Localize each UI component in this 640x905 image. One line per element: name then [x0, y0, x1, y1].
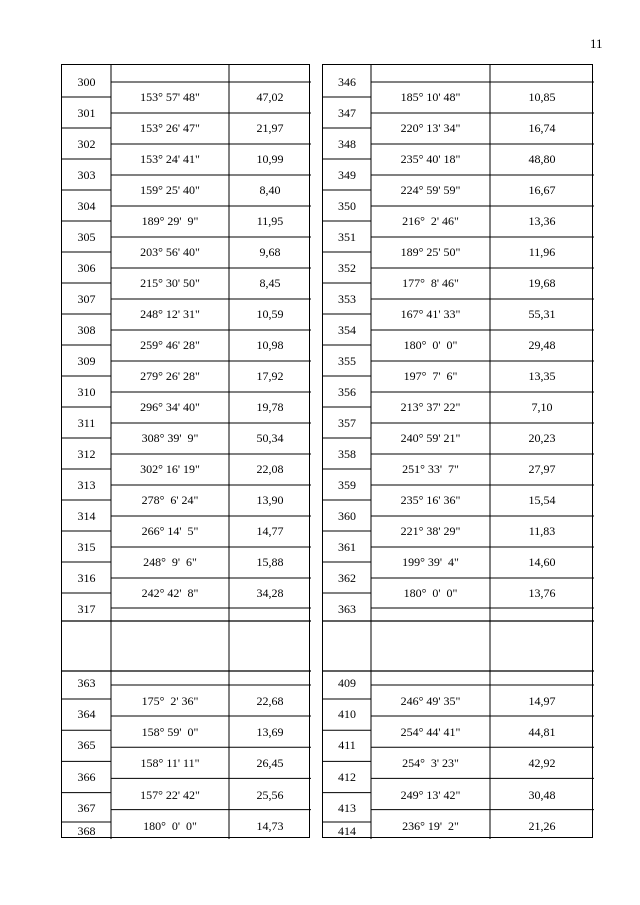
- point-number: 302: [77, 137, 96, 151]
- direction-angle: 180° 0' 0": [143, 818, 197, 833]
- point-number: 365: [77, 738, 96, 753]
- line-length: 13,36: [528, 214, 556, 228]
- line-length: 10,85: [528, 90, 556, 104]
- line-length: 19,78: [256, 400, 284, 414]
- line-length: 30,48: [528, 787, 556, 802]
- point-number: 306: [77, 261, 96, 275]
- point-number: 363: [338, 602, 356, 616]
- line-length: 20,23: [528, 431, 556, 445]
- point-number: 312: [77, 447, 96, 461]
- direction-angle: 220° 13' 34": [400, 121, 461, 135]
- line-length: 34,28: [256, 586, 284, 600]
- line-length: 8,40: [259, 183, 281, 197]
- point-number: 409: [338, 676, 356, 690]
- direction-angle: 296° 34' 40": [140, 400, 200, 414]
- point-number: 361: [338, 540, 356, 554]
- line-length: 22,68: [256, 694, 284, 708]
- direction-angle: 189° 29' 9": [141, 214, 199, 228]
- point-number: 348: [338, 137, 356, 151]
- line-length: 21,26: [528, 818, 556, 833]
- line-length: 11,95: [256, 214, 284, 228]
- left-coordinates-table: [61, 64, 310, 838]
- direction-angle: 153° 26' 47": [140, 121, 200, 135]
- line-length: 16,67: [528, 183, 556, 197]
- point-number: 353: [338, 292, 356, 306]
- point-number: 413: [338, 800, 356, 815]
- point-number: 356: [338, 385, 356, 399]
- direction-angle: 189° 25' 50": [400, 245, 461, 259]
- direction-angle: 308° 39' 9": [141, 431, 199, 445]
- direction-angle: 216° 2' 46": [402, 214, 459, 228]
- point-number: 358: [338, 447, 356, 461]
- point-number: 414: [338, 824, 356, 838]
- line-length: 44,81: [528, 725, 556, 740]
- direction-angle: 153° 57' 48": [140, 90, 200, 104]
- line-length: 50,34: [256, 431, 284, 445]
- direction-angle: 254° 44' 41": [400, 725, 461, 740]
- direction-angle: 180° 0' 0": [403, 338, 458, 352]
- point-number: 368: [77, 824, 96, 838]
- point-number: 300: [77, 75, 96, 89]
- point-number: 360: [338, 509, 356, 523]
- line-length: 27,97: [528, 462, 556, 476]
- line-length: 14,60: [528, 555, 556, 569]
- line-length: 21,97: [256, 121, 284, 135]
- line-length: 15,88: [256, 555, 284, 569]
- line-length: 13,90: [256, 493, 284, 507]
- point-number: 303: [77, 168, 96, 182]
- line-length: 48,80: [528, 152, 556, 166]
- point-number: 315: [77, 540, 96, 554]
- line-length: 26,45: [256, 756, 284, 771]
- point-number: 310: [77, 385, 96, 399]
- point-number: 412: [338, 769, 356, 784]
- point-number: 351: [338, 230, 356, 244]
- line-length: 16,74: [528, 121, 556, 135]
- direction-angle: 248° 9' 6": [143, 555, 197, 569]
- direction-angle: 248° 12' 31": [140, 307, 200, 321]
- direction-angle: 203° 56' 40": [140, 245, 200, 259]
- direction-angle: 185° 10' 48": [400, 90, 461, 104]
- page-number: 11: [590, 36, 603, 51]
- point-number: 362: [338, 571, 356, 585]
- direction-angle: 175° 2' 36": [141, 694, 199, 708]
- point-number: 354: [338, 323, 356, 337]
- line-length: 19,68: [528, 276, 556, 290]
- line-length: 9,68: [259, 245, 281, 259]
- point-number: 346: [338, 75, 356, 89]
- line-length: 14,97: [528, 694, 556, 708]
- line-length: 14,77: [256, 524, 284, 538]
- line-length: 11,96: [528, 245, 556, 259]
- direction-angle: 266° 14' 5": [141, 524, 199, 538]
- point-number: 366: [77, 769, 96, 784]
- point-number: 367: [77, 800, 96, 815]
- direction-angle: 235° 40' 18": [400, 152, 461, 166]
- point-number: 316: [77, 571, 96, 585]
- line-length: 8,45: [259, 276, 281, 290]
- point-number: 307: [77, 292, 96, 306]
- direction-angle: 158° 11' 11": [140, 756, 200, 771]
- direction-angle: 279° 26' 28": [140, 369, 200, 383]
- direction-angle: 158° 59' 0": [141, 725, 199, 740]
- point-number: 305: [77, 230, 96, 244]
- direction-angle: 224° 59' 59": [400, 183, 461, 197]
- line-length: 22,08: [256, 462, 284, 476]
- direction-angle: 278° 6' 24": [141, 493, 199, 507]
- point-number: 350: [338, 199, 356, 213]
- point-number: 308: [77, 323, 96, 337]
- point-number: 359: [338, 478, 356, 492]
- point-number: 313: [77, 478, 96, 492]
- point-number: 317: [77, 602, 96, 616]
- direction-angle: 213° 37' 22": [400, 400, 461, 414]
- line-length: 10,59: [256, 307, 284, 321]
- direction-angle: 242° 42' 8": [141, 586, 199, 600]
- direction-angle: 302° 16' 19": [140, 462, 200, 476]
- line-length: 15,54: [528, 493, 556, 507]
- line-length: 7,10: [531, 400, 553, 414]
- direction-angle: 251° 33' 7": [402, 462, 459, 476]
- line-length: 14,73: [256, 818, 284, 833]
- direction-angle: 153° 24' 41": [140, 152, 200, 166]
- line-length: 13,35: [528, 369, 556, 383]
- line-length: 55,31: [528, 307, 556, 321]
- direction-angle: 246° 49' 35": [400, 694, 461, 708]
- direction-angle: 236° 19' 2": [402, 818, 459, 833]
- line-length: 11,83: [528, 524, 556, 538]
- point-number: 364: [77, 707, 96, 722]
- direction-angle: 249° 13' 42": [400, 787, 461, 802]
- point-number: 304: [77, 199, 96, 213]
- line-length: 25,56: [256, 787, 284, 802]
- right-coordinates-table: [322, 64, 593, 838]
- point-number: 355: [338, 354, 356, 368]
- line-length: 42,92: [528, 756, 556, 771]
- point-number: 314: [77, 509, 96, 523]
- line-length: 13,76: [528, 586, 556, 600]
- direction-angle: 235° 16' 36": [400, 493, 461, 507]
- line-length: 47,02: [256, 90, 284, 104]
- point-number: 301: [77, 106, 96, 120]
- point-number: 357: [338, 416, 356, 430]
- direction-angle: 167° 41' 33": [400, 307, 461, 321]
- direction-angle: 259° 46' 28": [140, 338, 200, 352]
- point-number: 411: [338, 738, 356, 753]
- point-number: 309: [77, 354, 96, 368]
- line-length: 17,92: [256, 369, 284, 383]
- line-length: 10,99: [256, 152, 284, 166]
- direction-angle: 177° 8' 46": [402, 276, 459, 290]
- direction-angle: 180° 0' 0": [403, 586, 458, 600]
- direction-angle: 197° 7' 6": [403, 369, 458, 383]
- line-length: 29,48: [528, 338, 556, 352]
- direction-angle: 199° 39' 4": [402, 555, 459, 569]
- direction-angle: 221° 38' 29": [400, 524, 461, 538]
- point-number: 410: [338, 707, 356, 722]
- point-number: 363: [77, 676, 96, 690]
- point-number: 347: [338, 106, 356, 120]
- direction-angle: 215° 30' 50": [140, 276, 200, 290]
- point-number: 349: [338, 168, 356, 182]
- point-number: 311: [77, 416, 96, 430]
- direction-angle: 159° 25' 40": [140, 183, 200, 197]
- line-length: 13,69: [256, 725, 284, 740]
- line-length: 10,98: [256, 338, 284, 352]
- direction-angle: 240° 59' 21": [400, 431, 461, 445]
- direction-angle: 254° 3' 23": [402, 756, 459, 771]
- point-number: 352: [338, 261, 356, 275]
- direction-angle: 157° 22' 42": [140, 787, 200, 802]
